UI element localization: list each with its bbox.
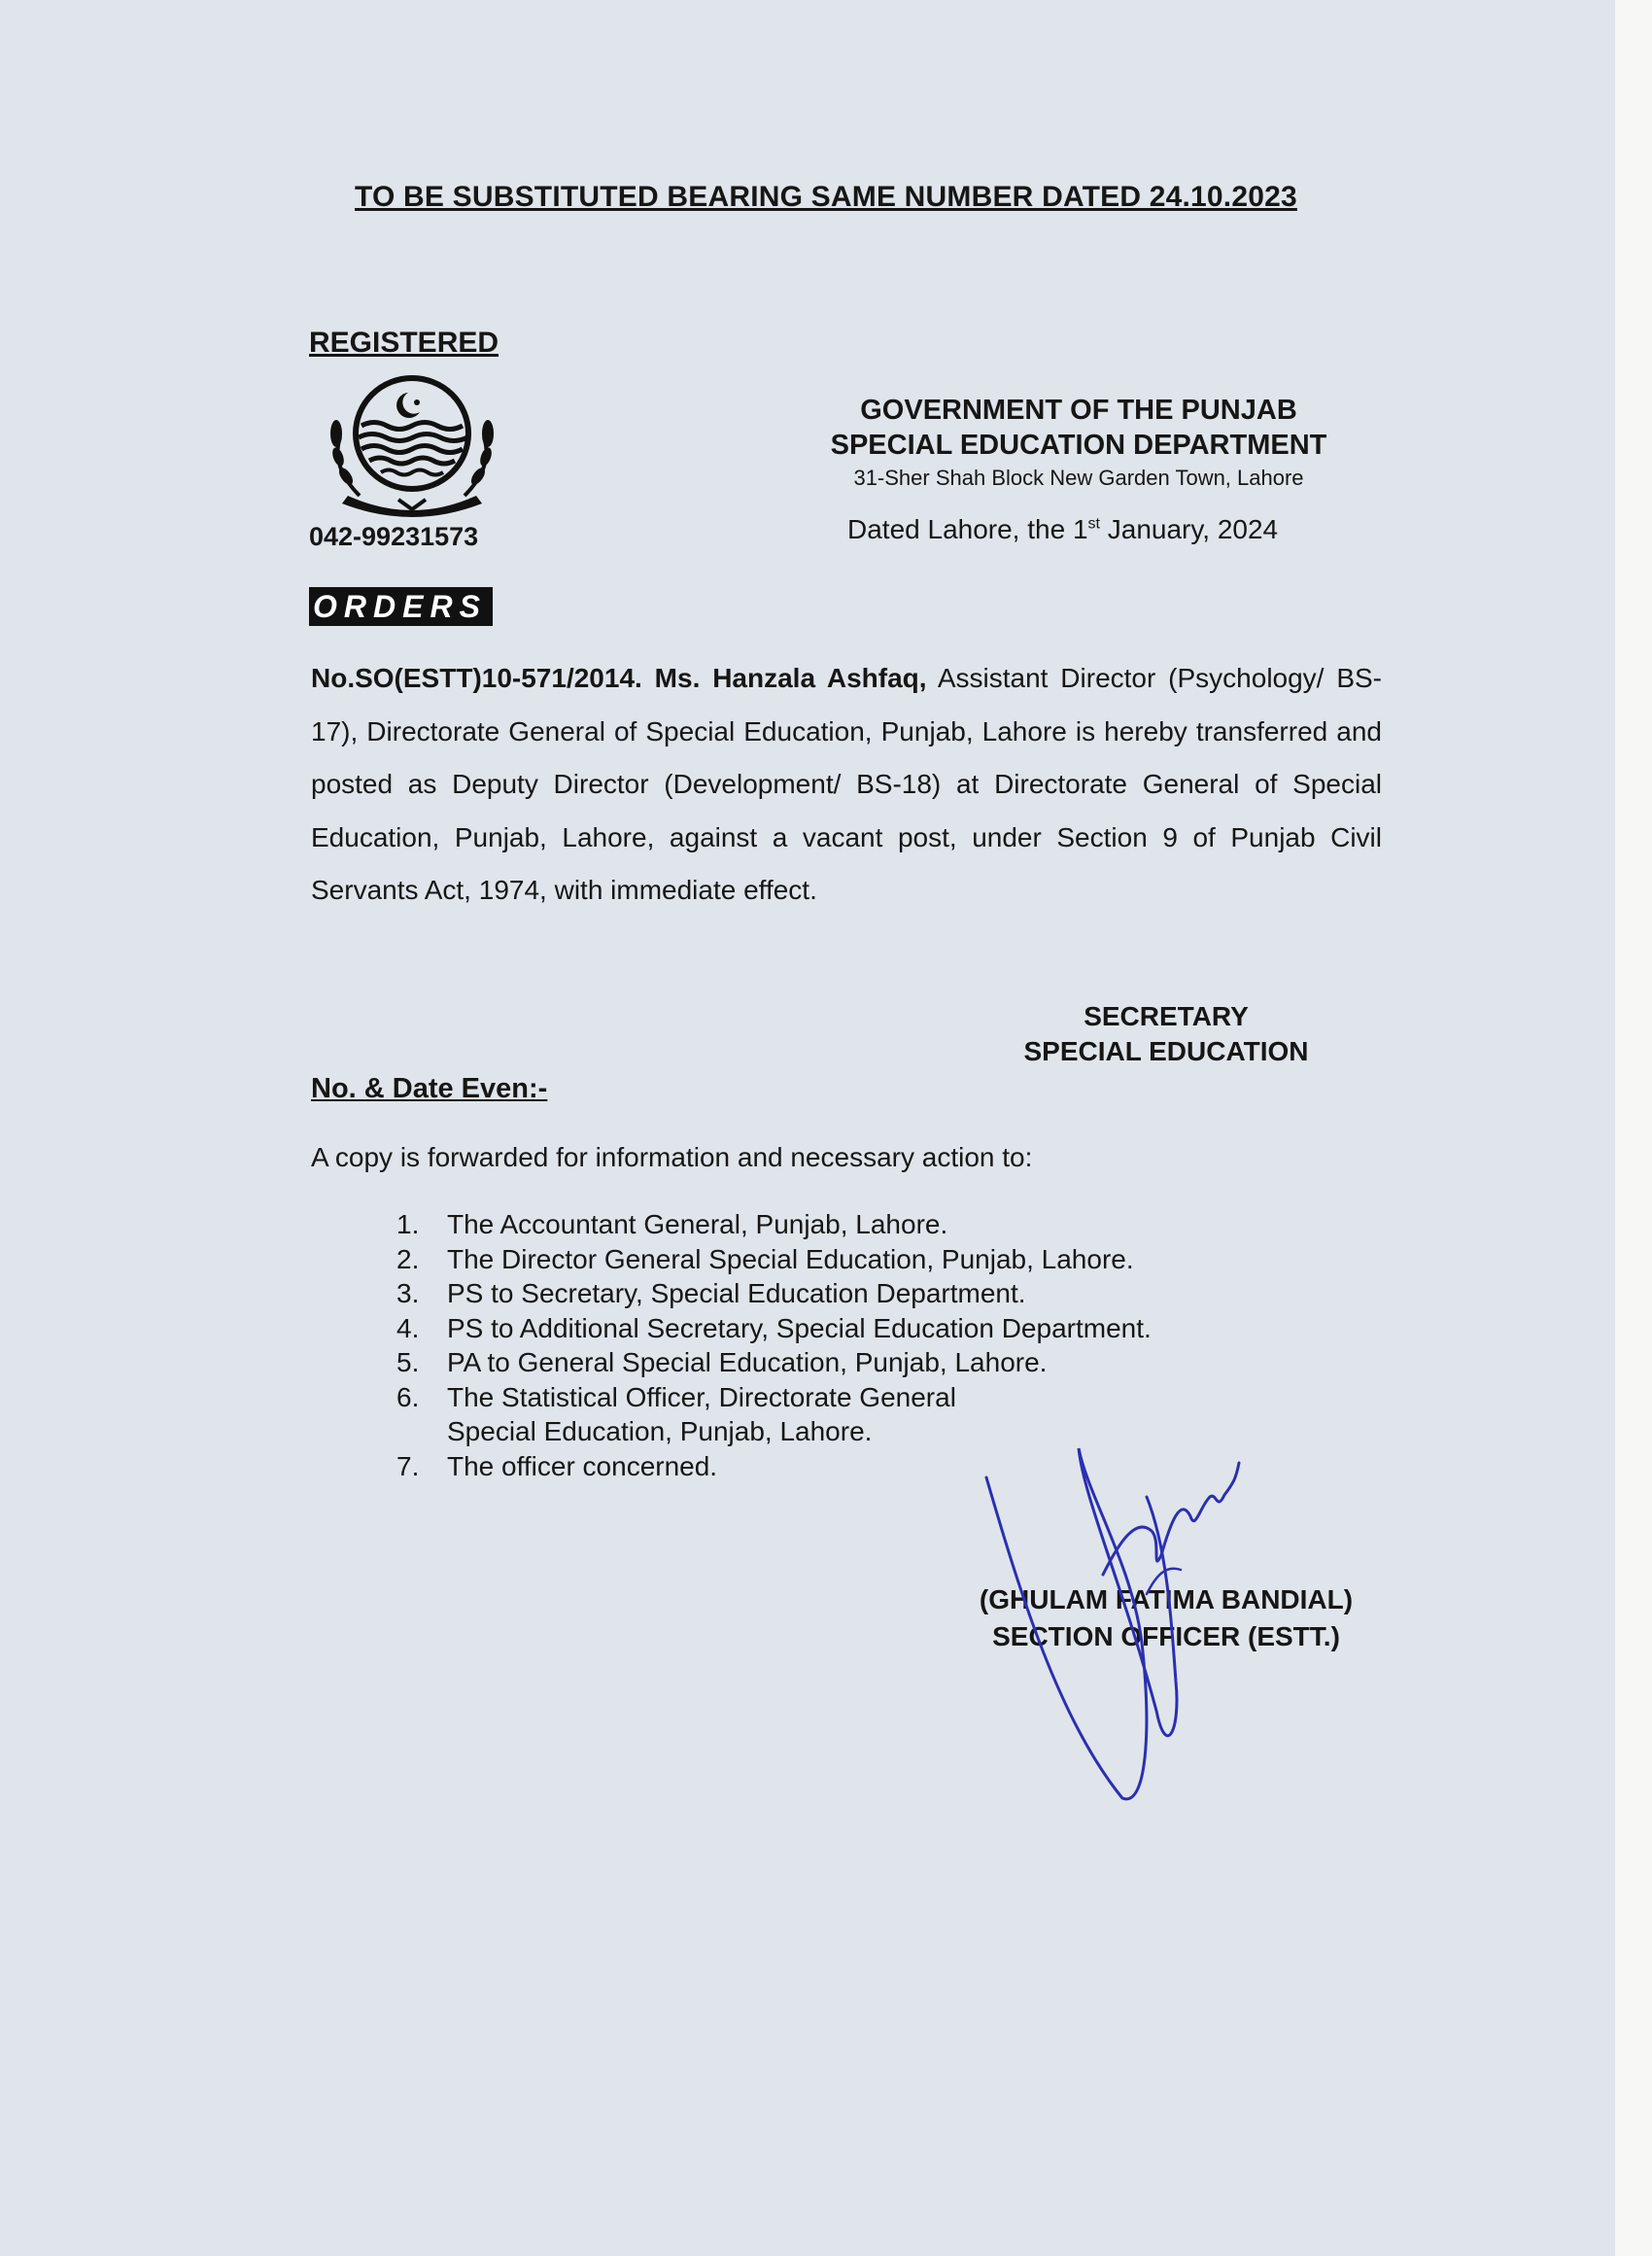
list-item-text: The Director General Special Education, Punjab, Lahore. bbox=[447, 1243, 1134, 1274]
list-item bbox=[396, 1276, 1300, 1311]
list-item bbox=[396, 1242, 1300, 1277]
list-item bbox=[396, 1345, 1300, 1380]
order-text: Assistant Director (Psychology/ BS-17), Directorate General of Special Education, Punjab, Lahore is hereby transferred and posted as Deputy Director (Development/ BS-18) at Directorate General of Special Education, Punjab, Lahore, against a vacant post, under Section 9 of Punjab Civil Servants Act, 1974, with immediate effect. bbox=[311, 663, 1382, 905]
issue-date bbox=[847, 514, 1278, 545]
letterhead bbox=[807, 393, 1351, 494]
copy-forwarded-line: A copy is forwarded for information and necessary action to: bbox=[311, 1142, 1033, 1172]
signatory-name: (GHULAM FATIMA BANDIAL) bbox=[979, 1584, 1354, 1614]
secretary-department: SPECIAL EDUCATION bbox=[1023, 1036, 1309, 1066]
scan-margin bbox=[1615, 0, 1652, 2256]
order-paragraph bbox=[311, 652, 1382, 918]
order-number: No.SO(ESTT)10-571/2014. bbox=[311, 663, 642, 693]
list-item-number: 4. bbox=[396, 1312, 420, 1343]
date-suffix: January, 2024 bbox=[1099, 514, 1279, 544]
list-item-number: 1. bbox=[396, 1209, 420, 1239]
government-title: GOVERNMENT OF THE PUNJAB bbox=[860, 395, 1297, 426]
list-item bbox=[396, 1311, 1300, 1346]
no-date-even: No. & Date Even:- bbox=[311, 1073, 548, 1104]
phone-number: 042-99231573 bbox=[309, 522, 479, 551]
secretary-title: SECRETARY bbox=[1084, 1001, 1249, 1031]
list-item-text: PS to Additional Secretary, Special Education Department. bbox=[447, 1312, 1152, 1343]
list-item-text: The Statistical Officer, Directorate General Special Education, Punjab, Lahore. bbox=[447, 1381, 956, 1446]
department-address: 31-Sher Shah Block New Garden Town, Lahore bbox=[853, 466, 1304, 490]
list-item-number: 2. bbox=[396, 1243, 420, 1274]
list-item-text: PA to General Special Education, Punjab, Lahore. bbox=[447, 1347, 1048, 1377]
list-item-number: 7. bbox=[396, 1450, 420, 1481]
signatory-title: SECTION OFFICER (ESTT.) bbox=[992, 1621, 1340, 1651]
secretary-block bbox=[1001, 999, 1331, 1069]
list-item-number: 5. bbox=[396, 1347, 420, 1377]
orders-heading: ORDERS bbox=[309, 587, 493, 626]
list-item-number: 3. bbox=[396, 1278, 420, 1308]
substitution-note: TO BE SUBSTITUTED BEARING SAME NUMBER DATED 24.10.2023 bbox=[355, 181, 1297, 213]
date-ordinal: st bbox=[1087, 515, 1100, 533]
list-item-number: 6. bbox=[396, 1381, 420, 1412]
punjab-emblem-icon bbox=[319, 375, 505, 517]
list-item bbox=[396, 1207, 1300, 1242]
department-title: SPECIAL EDUCATION DEPARTMENT bbox=[830, 430, 1327, 461]
date-prefix: Dated Lahore, the 1 bbox=[847, 514, 1088, 544]
officer-name: Ms. Hanzala Ashfaq, bbox=[654, 663, 927, 693]
list-item-text: The Accountant General, Punjab, Lahore. bbox=[447, 1209, 948, 1239]
list-item-text: The officer concerned. bbox=[447, 1450, 718, 1481]
handwritten-signature bbox=[962, 1439, 1254, 1818]
list-item-text: PS to Secretary, Special Education Department. bbox=[447, 1278, 1026, 1308]
registered-label: REGISTERED bbox=[309, 327, 499, 359]
